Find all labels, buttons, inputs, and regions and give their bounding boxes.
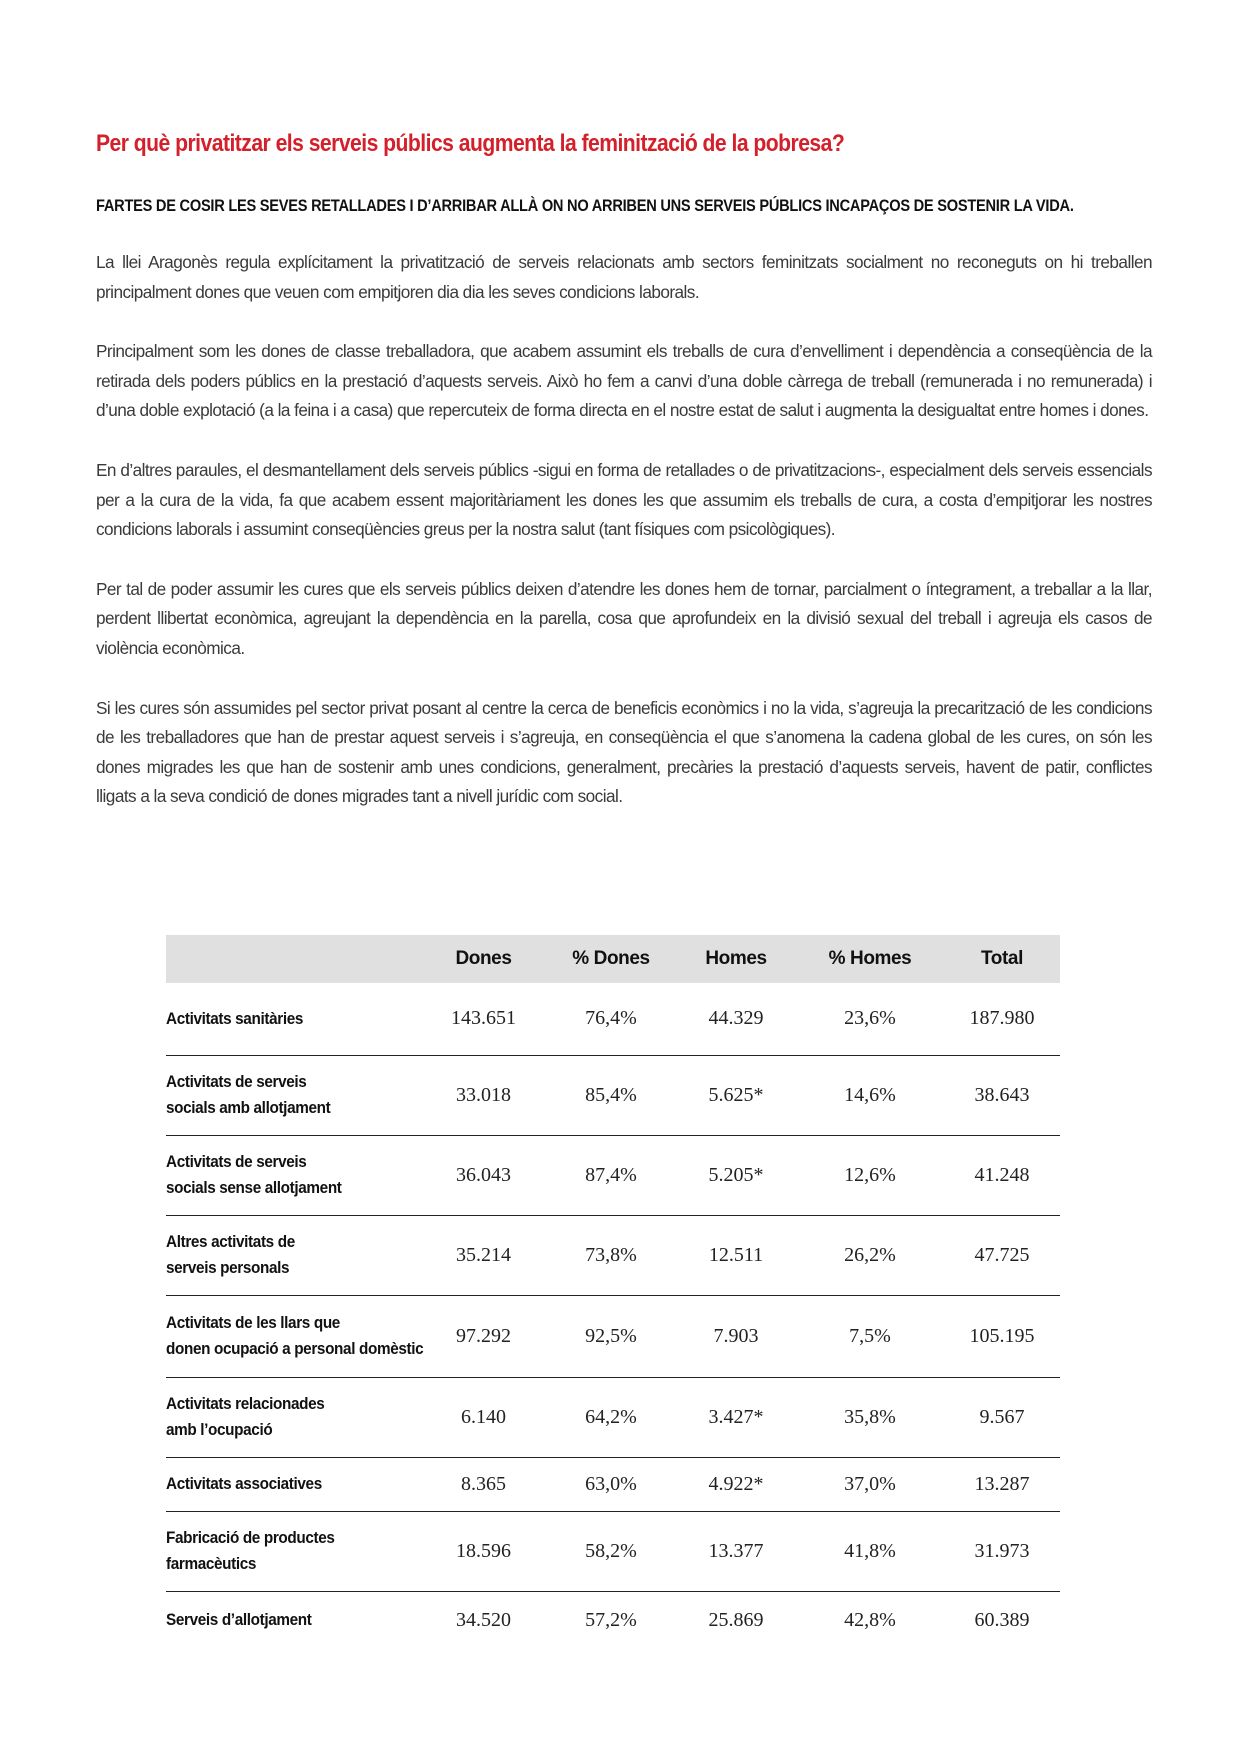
cell-dones: 143.651 bbox=[451, 1007, 516, 1030]
cell-dones: 8.365 bbox=[461, 1472, 506, 1495]
row-label-line-2: donen ocupació a personal domèstic bbox=[166, 1339, 424, 1358]
cell-pct-dones: 85,4% bbox=[585, 1083, 637, 1106]
row-label-line-1: Activitats sanitàries bbox=[166, 1008, 304, 1028]
row-label-line-2: socials amb allotjament bbox=[166, 1098, 331, 1117]
cell-homes: 3.427* bbox=[708, 1405, 764, 1428]
header-homes: Homes bbox=[705, 948, 767, 969]
table-row bbox=[166, 1511, 1060, 1591]
cell-pct-homes: 26,2% bbox=[844, 1243, 896, 1266]
page-subtitle: FARTES DE COSIR LES SEVES RETALLADES I D’ARRIBAR ALLÀ ON NO ARRIBEN UNS SERVEIS PÚBLICS INCAPAÇOS DE SOSTENIR LA VIDA. bbox=[96, 196, 1074, 215]
cell-dones: 18.596 bbox=[456, 1539, 511, 1562]
cell-total: 41.248 bbox=[974, 1163, 1030, 1186]
cell-homes: 5.625* bbox=[708, 1083, 764, 1106]
cell-homes: 7.903 bbox=[713, 1324, 759, 1347]
table-row bbox=[166, 983, 1060, 1055]
row-label bbox=[166, 983, 421, 1055]
row-label-line-1: Serveis d’allotjament bbox=[166, 1610, 312, 1630]
row-label-line-1: Activitats de serveis bbox=[166, 1152, 307, 1171]
table-row bbox=[166, 1295, 1060, 1377]
cell-pct-dones: 58,2% bbox=[585, 1539, 637, 1562]
cell-dones: 6.140 bbox=[461, 1405, 506, 1428]
cell-total: 13.287 bbox=[974, 1472, 1030, 1495]
cell-homes: 44.329 bbox=[708, 1007, 764, 1030]
cell-homes: 25.869 bbox=[708, 1608, 764, 1631]
paragraph-3: En d’altres paraules, el desmantellament dels serveis públics -sigui en forma de retallades o de privatitzacions-, especialment dels serveis essencials per a la cura de la vida, fa que acabem essent majoritàriament les dones les que assumim els treballs de cura, a costa d’empitjorar les nostres condicions laborals i assumint conseqüències greus per la nostra salut (tant físiques com psicològiques). bbox=[96, 459, 1152, 540]
paragraph-1: La llei Aragonès regula explícitament la privatització de serveis relacionats amb sectors feminitzats socialment no reconeguts on hi treballen principalment dones que veuen com empitjoren dia dia les seves condicions laborals. bbox=[96, 252, 1152, 302]
row-label bbox=[166, 1591, 421, 1649]
paragraph-2: Principalment som les dones de classe treballadora, que acabem assumint els treballs de cura d’envelliment i dependència a conseqüència de la retirada dels poders públics en la prestació d’aquests serveis. Això ho fem a canvi d’una doble càrrega de treball (remunerada i no remunerada) i d’una doble explotació (a la feina i a casa) que repercuteix de forma directa en el nostre estat de salut i augmenta la desigualtat entre homes i dones. bbox=[96, 341, 1152, 421]
table-row bbox=[166, 1377, 1060, 1457]
row-label-line-2: socials sense allotjament bbox=[166, 1178, 342, 1197]
header-dones: Dones bbox=[455, 948, 512, 969]
row-label-line-1: Activitats de serveis bbox=[166, 1072, 307, 1091]
cell-dones: 33.018 bbox=[456, 1083, 511, 1106]
table-row bbox=[166, 1055, 1060, 1135]
employment-table bbox=[166, 935, 1060, 1649]
table-row bbox=[166, 1215, 1060, 1295]
table-row bbox=[166, 1591, 1060, 1649]
cell-homes: 4.922* bbox=[708, 1472, 764, 1495]
row-label-line-2: farmacèutics bbox=[166, 1554, 257, 1573]
cell-homes: 12.511 bbox=[708, 1243, 764, 1266]
row-label bbox=[166, 1295, 424, 1377]
table-row bbox=[166, 1457, 1060, 1511]
row-label-line-1: Altres activitats de bbox=[166, 1232, 295, 1251]
row-label-line-1: Activitats de les llars que bbox=[166, 1313, 340, 1332]
cell-pct-homes: 41,8% bbox=[844, 1539, 896, 1562]
row-label-line-2: amb l’ocupació bbox=[166, 1420, 273, 1439]
row-label bbox=[166, 1511, 421, 1591]
document-page bbox=[96, 128, 1152, 842]
header-label bbox=[166, 935, 421, 983]
cell-total: 105.195 bbox=[969, 1324, 1035, 1347]
row-label bbox=[166, 1457, 421, 1511]
cell-total: 38.643 bbox=[974, 1083, 1030, 1106]
header-pct-homes: % Homes bbox=[828, 948, 912, 969]
cell-pct-dones: 63,0% bbox=[585, 1472, 637, 1495]
row-label-line-1: Activitats relacionades bbox=[166, 1394, 325, 1413]
header-total: Total bbox=[981, 948, 1023, 969]
row-label bbox=[166, 1055, 421, 1135]
cell-pct-dones: 76,4% bbox=[585, 1007, 637, 1030]
row-label bbox=[166, 1377, 421, 1457]
cell-homes: 13.377 bbox=[708, 1539, 764, 1562]
cell-homes: 5.205* bbox=[708, 1163, 764, 1186]
paragraph-5: Si les cures són assumides pel sector privat posant al centre la cerca de beneficis econòmics i no la vida, s’agreuja la precarització de les condicions de les treballadores que han de prestar aquest serveis i s’agreuja, en conseqüència el que s’anomena la cadena global de les cures, on són les dones migrades les que han de sostenir amb unes condicions, generalment, precàries la prestació d’aquests serveis, havent de patir, conflictes lligats a la seva condició de dones migrades tant a nivell jurídic com social. bbox=[96, 697, 1152, 807]
header-pct-dones: % Dones bbox=[572, 948, 650, 969]
cell-pct-homes: 7,5% bbox=[849, 1324, 891, 1347]
row-label-line-1: Activitats associatives bbox=[166, 1474, 322, 1493]
cell-pct-homes: 23,6% bbox=[844, 1007, 896, 1030]
cell-dones: 35.214 bbox=[456, 1243, 511, 1266]
cell-pct-dones: 92,5% bbox=[585, 1324, 637, 1347]
paragraph-4: Per tal de poder assumir les cures que els serveis públics deixen d’atendre les dones hem de tornar, parcialment o íntegrament, a treballar a la llar, perdent llibertat econòmica, agreujant la dependència en la parella, cosa que aprofundeix en la divisió sexual del treball i agreuja els casos de violència econòmica. bbox=[96, 578, 1152, 658]
cell-total: 187.980 bbox=[969, 1007, 1035, 1030]
cell-total: 9.567 bbox=[979, 1405, 1025, 1428]
cell-pct-homes: 37,0% bbox=[844, 1472, 896, 1495]
table-row bbox=[166, 1135, 1060, 1215]
row-label bbox=[166, 1215, 421, 1295]
page-title: Per què privatitzar els serveis públics augmenta la feminització de la pobresa? bbox=[96, 130, 845, 157]
cell-pct-homes: 35,8% bbox=[844, 1405, 896, 1428]
cell-dones: 36.043 bbox=[456, 1163, 511, 1186]
cell-pct-dones: 64,2% bbox=[585, 1405, 637, 1428]
table-header-row bbox=[166, 935, 1060, 983]
cell-pct-dones: 87,4% bbox=[585, 1163, 637, 1186]
cell-pct-homes: 12,6% bbox=[844, 1163, 896, 1186]
cell-total: 47.725 bbox=[974, 1243, 1030, 1266]
row-label-line-2: serveis personals bbox=[166, 1258, 290, 1277]
data-table-container bbox=[166, 935, 1060, 1649]
row-label bbox=[166, 1135, 421, 1215]
cell-pct-homes: 14,6% bbox=[844, 1083, 896, 1106]
cell-pct-dones: 73,8% bbox=[585, 1243, 637, 1266]
cell-total: 31.973 bbox=[974, 1539, 1030, 1562]
cell-total: 60.389 bbox=[974, 1608, 1030, 1631]
cell-pct-homes: 42,8% bbox=[844, 1608, 896, 1631]
cell-pct-dones: 57,2% bbox=[585, 1608, 637, 1631]
cell-dones: 97.292 bbox=[456, 1324, 511, 1347]
row-label-line-1: Fabricació de productes bbox=[166, 1528, 335, 1547]
cell-dones: 34.520 bbox=[456, 1608, 511, 1631]
